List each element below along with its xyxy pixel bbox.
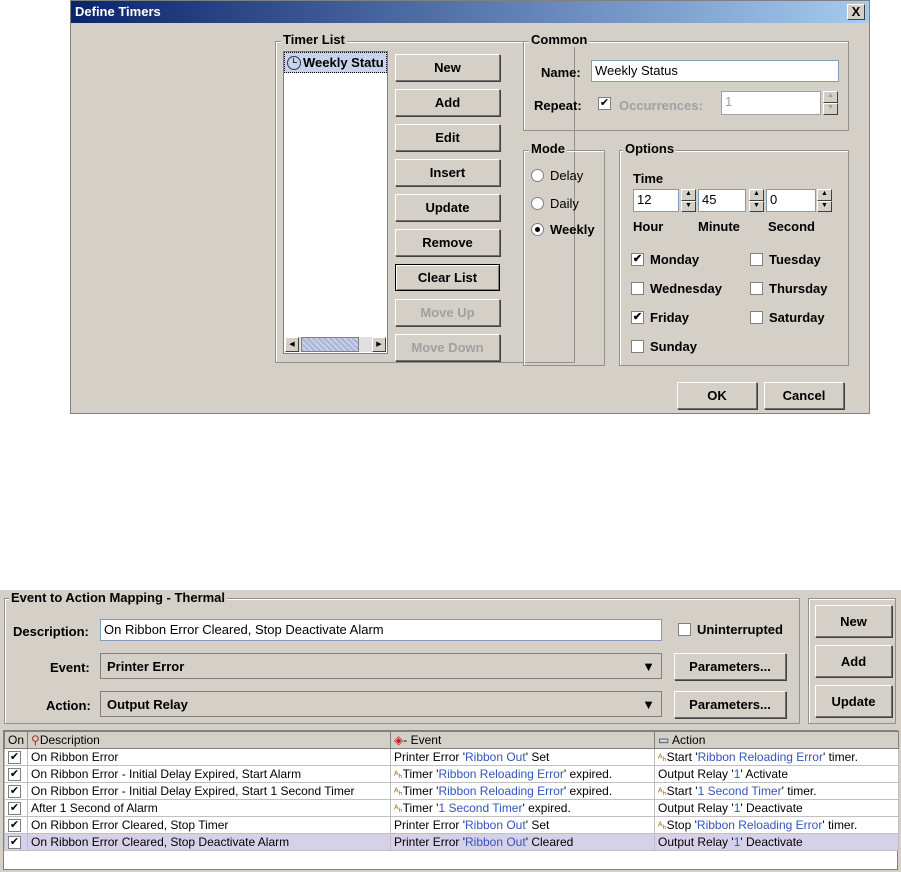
spin-down-icon[interactable]: ▼ — [749, 201, 764, 213]
row-event: ᴬₕTimer 'Ribbon Reloading Error' expired. — [391, 766, 655, 783]
col-header-description[interactable]: ⚲Description — [28, 732, 391, 749]
define-timers-dialog — [70, 0, 870, 414]
mode-delay-radio[interactable]: Delay — [531, 168, 583, 183]
row-description: On Ribbon Error - Initial Delay Expired, Start 1 Second Timer — [28, 783, 391, 800]
table-row[interactable] — [5, 783, 899, 800]
row-enabled-checkbox[interactable]: ✔ — [9, 802, 20, 815]
timer-icon: ᴬₕ — [394, 804, 403, 815]
row-action: Output Relay '1' Deactivate — [655, 800, 899, 817]
timer-icon: ᴬₕ — [394, 770, 403, 781]
move-up-button[interactable]: Move Up — [395, 299, 500, 326]
spin-up-icon[interactable]: ▲ — [681, 189, 696, 201]
row-action: Output Relay '1' Activate — [655, 766, 899, 783]
row-enabled-checkbox[interactable]: ✔ — [9, 836, 20, 849]
timer-icon: ᴬₕ — [658, 753, 667, 764]
action-label: Action: — [46, 698, 91, 713]
timer-list-item[interactable]: Weekly Statu — [284, 52, 387, 73]
mapping-update-button[interactable]: Update — [815, 685, 892, 717]
row-action: ᴬₕStop 'Ribbon Reloading Error' timer. — [655, 817, 899, 834]
minute-input[interactable]: 45 — [698, 189, 746, 212]
second-label: Second — [768, 219, 815, 234]
table-header-row — [5, 732, 899, 749]
add-timer-button[interactable]: Add — [395, 89, 500, 116]
mapping-table-container — [3, 730, 898, 870]
tuesday-checkbox[interactable]: Tuesday — [750, 252, 821, 267]
dialog-title-bar — [71, 1, 869, 23]
col-header-event[interactable]: ◈- Event — [391, 732, 655, 749]
action-column-icon: ▭ — [658, 733, 670, 747]
close-icon[interactable]: X — [847, 4, 865, 20]
remove-timer-button[interactable]: Remove — [395, 229, 500, 256]
row-action: Output Relay '1' Deactivate — [655, 834, 899, 851]
timer-icon: ᴬₕ — [658, 821, 667, 832]
new-timer-button[interactable]: New — [395, 54, 500, 81]
table-row[interactable] — [5, 800, 899, 817]
row-event: Printer Error 'Ribbon Out' Set — [391, 749, 655, 766]
col-header-on[interactable]: On — [5, 732, 28, 749]
clear-list-button[interactable]: Clear List — [395, 264, 500, 291]
dropdown-arrow-icon: ▼ — [642, 658, 655, 674]
row-enabled-cell[interactable] — [5, 817, 28, 834]
action-select[interactable]: Output Relay ▼ — [100, 691, 662, 717]
options-title: Options — [625, 141, 675, 156]
mapping-table — [4, 731, 899, 851]
scroll-thumb[interactable] — [301, 337, 359, 352]
event-action-mapping-panel — [0, 590, 901, 872]
name-input[interactable]: Weekly Status — [591, 60, 839, 82]
row-enabled-checkbox[interactable]: ✔ — [9, 768, 20, 781]
hour-input[interactable]: 12 — [633, 189, 679, 212]
row-description: On Ribbon Error Cleared, Stop Deactivate Alarm — [28, 834, 391, 851]
row-action: ᴬₕStart 'Ribbon Reloading Error' timer. — [655, 749, 899, 766]
event-select[interactable]: Printer Error ▼ — [100, 653, 662, 679]
row-action: ᴬₕStart '1 Second Timer' timer. — [655, 783, 899, 800]
dialog-title: Define Timers — [75, 4, 161, 19]
event-parameters-button[interactable]: Parameters... — [674, 653, 786, 680]
row-event: Printer Error 'Ribbon Out' Cleared — [391, 834, 655, 851]
uninterrupted-checkbox[interactable]: Uninterrupted — [678, 622, 783, 637]
timer-icon: ᴬₕ — [394, 787, 403, 798]
row-description: On Ribbon Error — [28, 749, 391, 766]
spin-down-icon[interactable]: ▼ — [817, 201, 832, 213]
sunday-checkbox[interactable]: Sunday — [631, 339, 697, 354]
mode-daily-radio[interactable]: Daily — [531, 196, 579, 211]
move-down-button[interactable]: Move Down — [395, 334, 500, 361]
thursday-checkbox[interactable]: Thursday — [750, 281, 828, 296]
timer-clock-icon — [287, 56, 301, 70]
hour-label: Hour — [633, 219, 664, 234]
occurrences-input[interactable]: 1 — [721, 91, 821, 115]
spin-up-icon[interactable]: ▲ — [817, 189, 832, 201]
name-label: Name: — [541, 65, 581, 80]
row-enabled-checkbox[interactable]: ✔ — [9, 751, 20, 764]
row-enabled-cell[interactable] — [5, 834, 28, 851]
mapping-title: Event to Action Mapping - Thermal — [11, 590, 226, 605]
row-event: Printer Error 'Ribbon Out' Set — [391, 817, 655, 834]
spin-down-icon[interactable]: ▼ — [823, 103, 838, 115]
timer-icon: ᴬₕ — [658, 787, 667, 798]
second-spinner[interactable] — [817, 189, 832, 212]
row-enabled-checkbox[interactable]: ✔ — [9, 785, 20, 798]
spin-up-icon[interactable]: ▲ — [749, 189, 764, 201]
event-diamond-icon: ◈ — [394, 733, 404, 747]
event-label: Event: — [50, 660, 90, 675]
minute-spinner[interactable] — [749, 189, 764, 212]
friday-checkbox[interactable]: ✔ Friday — [632, 310, 690, 325]
description-input[interactable]: On Ribbon Error Cleared, Stop Deactivate Alarm — [100, 619, 662, 641]
table-row[interactable] — [5, 817, 899, 834]
spin-up-icon[interactable]: ▲ — [823, 91, 838, 103]
hour-spinner[interactable] — [681, 189, 696, 212]
time-label: Time — [633, 171, 664, 186]
timer-list-box[interactable] — [283, 51, 388, 354]
row-enabled-cell[interactable] — [5, 783, 28, 800]
edit-timer-button[interactable]: Edit — [395, 124, 500, 151]
row-enabled-cell[interactable] — [5, 800, 28, 817]
saturday-checkbox[interactable]: Saturday — [750, 310, 825, 325]
mode-title: Mode — [531, 141, 565, 156]
wednesday-checkbox[interactable]: Wednesday — [631, 281, 722, 296]
table-row[interactable] — [5, 766, 899, 783]
table-row[interactable] — [5, 749, 899, 766]
cancel-button[interactable]: Cancel — [764, 382, 844, 409]
mapping-new-button[interactable]: New — [815, 605, 892, 637]
second-input[interactable]: 0 — [766, 189, 816, 212]
scroll-left-icon[interactable]: ◀ — [285, 337, 299, 352]
row-description: On Ribbon Error Cleared, Stop Timer — [28, 817, 391, 834]
action-parameters-button[interactable]: Parameters... — [674, 691, 786, 718]
col-header-action[interactable]: ▭ Action — [655, 732, 899, 749]
table-row[interactable] — [5, 834, 899, 851]
common-group — [523, 41, 849, 131]
repeat-label: Repeat: — [534, 98, 582, 113]
common-title: Common — [531, 32, 588, 47]
horizontal-scrollbar[interactable] — [285, 337, 386, 352]
timer-list-title: Timer List — [283, 32, 345, 47]
row-event: ᴬₕTimer '1 Second Timer' expired. — [391, 800, 655, 817]
ok-button[interactable]: OK — [677, 382, 757, 409]
description-column-icon: ⚲ — [31, 733, 40, 747]
dropdown-arrow-icon: ▼ — [642, 696, 655, 712]
mode-weekly-radio[interactable]: Weekly — [531, 222, 595, 237]
row-enabled-cell[interactable] — [5, 766, 28, 783]
scroll-right-icon[interactable]: ▶ — [372, 337, 386, 352]
row-enabled-checkbox[interactable]: ✔ — [9, 819, 20, 832]
minute-label: Minute — [698, 219, 740, 234]
monday-checkbox[interactable]: ✔ Monday — [632, 252, 700, 267]
occurrences-label: Occurrences: — [619, 98, 703, 113]
occurrences-spinner[interactable] — [823, 91, 838, 115]
mapping-add-button[interactable]: Add — [815, 645, 892, 677]
row-event: ᴬₕTimer 'Ribbon Reloading Error' expired. — [391, 783, 655, 800]
description-label: Description: — [13, 624, 89, 639]
row-description: After 1 Second of Alarm — [28, 800, 391, 817]
repeat-checkbox[interactable]: ✔ — [599, 97, 610, 109]
update-timer-button[interactable]: Update — [395, 194, 500, 221]
row-enabled-cell[interactable] — [5, 749, 28, 766]
row-description: On Ribbon Error - Initial Delay Expired, Start Alarm — [28, 766, 391, 783]
spin-down-icon[interactable]: ▼ — [681, 201, 696, 213]
insert-timer-button[interactable]: Insert — [395, 159, 500, 186]
